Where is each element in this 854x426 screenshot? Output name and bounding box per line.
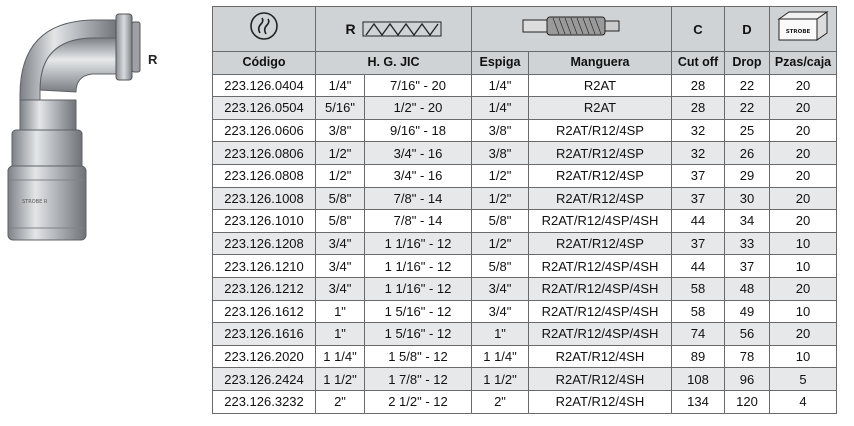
cell-cutoff: 28: [672, 97, 725, 120]
cell-drop: 25: [725, 119, 770, 142]
cell-hg: 1 1/4": [316, 345, 365, 368]
cell-codigo: 223.126.1616: [213, 323, 316, 346]
table-row: [213, 368, 837, 391]
cell-jic: 1 1/16" - 12: [365, 277, 472, 300]
cell-pzas: 20: [770, 323, 837, 346]
cell-cutoff: 58: [672, 300, 725, 323]
cell-jic: 1/2" - 20: [365, 97, 472, 120]
cell-drop: 49: [725, 300, 770, 323]
cell-pzas: 10: [770, 255, 837, 278]
cell-drop: 96: [725, 368, 770, 391]
cell-pzas: 20: [770, 277, 837, 300]
table-row: [213, 142, 837, 165]
cell-cutoff: 74: [672, 323, 725, 346]
cell-pzas: 20: [770, 97, 837, 120]
col-manguera: Manguera: [529, 52, 672, 75]
cell-manguera: R2AT/R12/4SP: [529, 142, 672, 165]
cell-pzas: 20: [770, 187, 837, 210]
cell-espiga: 1/4": [472, 74, 529, 97]
cell-drop: 56: [725, 323, 770, 346]
cell-hg: 1": [316, 300, 365, 323]
cell-espiga: 5/8": [472, 210, 529, 233]
cell-cutoff: 108: [672, 368, 725, 391]
cell-hg: 5/8": [316, 210, 365, 233]
cell-pzas: 10: [770, 232, 837, 255]
table-row: [213, 277, 837, 300]
cell-drop: 22: [725, 97, 770, 120]
cell-drop: 22: [725, 74, 770, 97]
cell-manguera: R2AT/R12/4SP: [529, 187, 672, 210]
cell-manguera: R2AT/R12/4SP/4SH: [529, 210, 672, 233]
table-row: [213, 164, 837, 187]
cell-jic: 1 1/16" - 12: [365, 255, 472, 278]
cell-manguera: R2AT/R12/4SP: [529, 232, 672, 255]
cell-hg: 5/8": [316, 187, 365, 210]
stamp-text: STROBE R: [22, 199, 48, 205]
cell-espiga: 1 1/4": [472, 345, 529, 368]
cell-manguera: R2AT/R12/4SP/4SH: [529, 300, 672, 323]
table-row: [213, 119, 837, 142]
cell-codigo: 223.126.1010: [213, 210, 316, 233]
code-symbol-cell: [213, 7, 316, 52]
specification-table: [212, 6, 837, 414]
cell-jic: 1 5/8" - 12: [365, 345, 472, 368]
cell-codigo: 223.126.0404: [213, 74, 316, 97]
cell-codigo: 223.126.0808: [213, 164, 316, 187]
cell-codigo: 223.126.2020: [213, 345, 316, 368]
cell-cutoff: 44: [672, 210, 725, 233]
cell-pzas: 20: [770, 74, 837, 97]
cell-codigo: 223.126.0806: [213, 142, 316, 165]
cell-cutoff: 32: [672, 119, 725, 142]
cell-manguera: R2AT/R12/4SP: [529, 119, 672, 142]
cell-cutoff: 28: [672, 74, 725, 97]
cell-cutoff: 37: [672, 232, 725, 255]
cell-codigo: 223.126.3232: [213, 390, 316, 413]
cell-drop: 30: [725, 187, 770, 210]
cell-hg: 3/4": [316, 277, 365, 300]
cell-espiga: 1/2": [472, 187, 529, 210]
cell-pzas: 10: [770, 345, 837, 368]
cell-drop: 33: [725, 232, 770, 255]
cell-codigo: 223.126.1008: [213, 187, 316, 210]
cell-drop: 48: [725, 277, 770, 300]
thread-zigzag-icon: [362, 19, 442, 39]
cell-espiga: 1": [472, 323, 529, 346]
col-drop: Drop: [725, 52, 770, 75]
cell-drop: 37: [725, 255, 770, 278]
box-symbol-cell: [770, 7, 837, 52]
table-row: [213, 187, 837, 210]
cell-drop: 120: [725, 390, 770, 413]
cell-espiga: 1/2": [472, 232, 529, 255]
cell-espiga: 2": [472, 390, 529, 413]
table-row: [213, 300, 837, 323]
cell-manguera: R2AT/R12/4SP/4SH: [529, 255, 672, 278]
cell-codigo: 223.126.1212: [213, 277, 316, 300]
col-codigo: Código: [213, 52, 316, 75]
cell-pzas: 4: [770, 390, 837, 413]
cell-pzas: 20: [770, 164, 837, 187]
cell-manguera: R2AT: [529, 97, 672, 120]
cell-espiga: 5/8": [472, 255, 529, 278]
cell-espiga: 1/2": [472, 164, 529, 187]
cell-codigo: 223.126.1210: [213, 255, 316, 278]
table-row: [213, 210, 837, 233]
cell-hg: 1/4": [316, 74, 365, 97]
drop-letter-cell: D: [725, 7, 770, 52]
table-row: [213, 345, 837, 368]
cell-codigo: 223.126.1208: [213, 232, 316, 255]
table-row: [213, 255, 837, 278]
figure-label: R: [148, 52, 158, 67]
hose-symbol-cell: [472, 7, 672, 52]
cell-jic: 1 5/16" - 12: [365, 323, 472, 346]
cell-pzas: 20: [770, 119, 837, 142]
table-row: [213, 97, 837, 120]
cell-jic: 3/4" - 16: [365, 164, 472, 187]
cell-espiga: 1 1/2": [472, 368, 529, 391]
cell-cutoff: 89: [672, 345, 725, 368]
cell-jic: 7/8" - 14: [365, 187, 472, 210]
cell-jic: 1 5/16" - 12: [365, 300, 472, 323]
table-row: [213, 74, 837, 97]
cell-espiga: 3/8": [472, 119, 529, 142]
strobe-swirl-icon: [249, 11, 279, 41]
cell-jic: 1 1/16" - 12: [365, 232, 472, 255]
cell-espiga: 3/8": [472, 142, 529, 165]
cell-codigo: 223.126.1612: [213, 300, 316, 323]
cell-hg: 5/16": [316, 97, 365, 120]
cell-hg: 1": [316, 323, 365, 346]
cell-manguera: R2AT/R12/4SH: [529, 390, 672, 413]
cell-hg: 3/8": [316, 119, 365, 142]
box-logo-text: STROBE: [785, 29, 811, 35]
cell-hg: 1/2": [316, 142, 365, 165]
cell-hg: 2": [316, 390, 365, 413]
cutoff-letter-cell: C: [672, 7, 725, 52]
cell-drop: 29: [725, 164, 770, 187]
cell-hg: 3/4": [316, 232, 365, 255]
cell-cutoff: 134: [672, 390, 725, 413]
cell-espiga: 3/4": [472, 300, 529, 323]
cell-jic: 7/16" - 20: [365, 74, 472, 97]
cell-drop: 34: [725, 210, 770, 233]
cell-cutoff: 37: [672, 187, 725, 210]
table-row: [213, 232, 837, 255]
cell-manguera: R2AT: [529, 74, 672, 97]
table-row: [213, 390, 837, 413]
cell-manguera: R2AT/R12/4SP: [529, 164, 672, 187]
cell-drop: 78: [725, 345, 770, 368]
cell-cutoff: 37: [672, 164, 725, 187]
cell-codigo: 223.126.0504: [213, 97, 316, 120]
cell-drop: 26: [725, 142, 770, 165]
cell-cutoff: 58: [672, 277, 725, 300]
table-row: [213, 323, 837, 346]
cell-pzas: 10: [770, 300, 837, 323]
cell-manguera: R2AT/R12/4SP/4SH: [529, 323, 672, 346]
cell-jic: 1 7/8" - 12: [365, 368, 472, 391]
cell-manguera: R2AT/R12/4SP/4SH: [529, 277, 672, 300]
cell-cutoff: 44: [672, 255, 725, 278]
cell-manguera: R2AT/R12/4SH: [529, 345, 672, 368]
cell-espiga: 1/4": [472, 97, 529, 120]
cell-jic: 9/16" - 18: [365, 119, 472, 142]
cell-jic: 3/4" - 16: [365, 142, 472, 165]
package-box-icon: [775, 9, 831, 43]
fitting-illustration: [0, 0, 205, 421]
cell-pzas: 20: [770, 210, 837, 233]
col-pzas: Pzas/caja: [770, 52, 837, 75]
cell-codigo: 223.126.2424: [213, 368, 316, 391]
cell-cutoff: 32: [672, 142, 725, 165]
cell-pzas: 5: [770, 368, 837, 391]
col-espiga: Espiga: [472, 52, 529, 75]
cell-pzas: 20: [770, 142, 837, 165]
col-hg-jic: H. G. JIC: [316, 52, 472, 75]
cell-espiga: 3/4": [472, 277, 529, 300]
thread-symbol-cell: [316, 7, 472, 52]
cell-jic: 7/8" - 14: [365, 210, 472, 233]
cell-hg: 3/4": [316, 255, 365, 278]
hose-insert-icon: [517, 13, 627, 39]
col-cutoff: Cut off: [672, 52, 725, 75]
cell-manguera: R2AT/R12/4SH: [529, 368, 672, 391]
cell-hg: 1/2": [316, 164, 365, 187]
cell-jic: 2 1/2" - 12: [365, 390, 472, 413]
cell-hg: 1 1/2": [316, 368, 365, 391]
thread-r-label: R: [345, 20, 356, 37]
cell-codigo: 223.126.0606: [213, 119, 316, 142]
elbow-fitting-icon: [0, 0, 205, 421]
